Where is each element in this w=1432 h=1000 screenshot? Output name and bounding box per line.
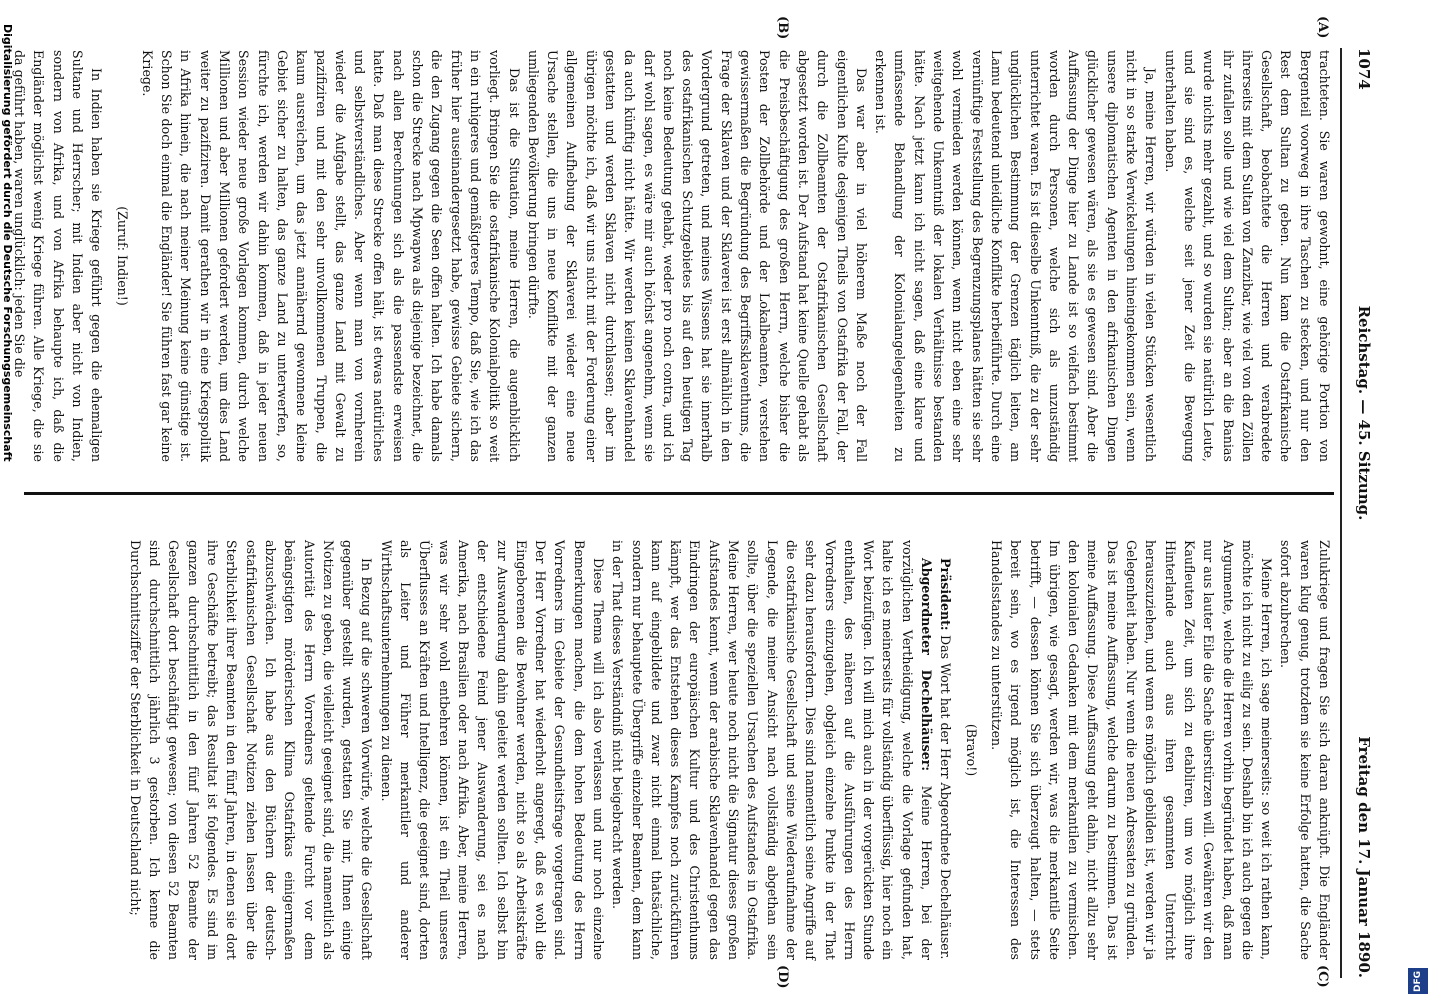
paragraph: Das ist die Situation, meine Herren, die augenblicklich vorliegt. Bringen Sie die ostafrikanische Kolonialpolitik so weit in ein ruhigeres und gemäßigteres Tempo, daß Sie, wie ich das früher hier auseinandergesetzt habe, gewisse Gebiete sichern, die den Zugang gegen die Seen offen halten. Ich habe damals schon die Strecke nach Mpwapwa als diejenige bezeichnet, die nach allen Berechnungen sich als die passendste erweisen hatte. Daß man diese Strecke offen hält, ist etwas natürliches und selbstverständliches. Aber wenn man von vornherein wieder die Aufgabe stellt, das ganze Land mit Gewalt zu pazifiziren und mit den sehr unvollkommenen Truppen, die kaum ausreichen, um das jetzt annähernd gewonnene kleine Gebiet sicher zu halten, das ganze Land zu unterwerfen, so, fürchte ich, werden wir dahin kommen, daß in jeder neuen Session wieder neue große Vorlagen kommen, durch welche Millionen und aber Millionen gefordert werden, um dies Land weiter zu pazifiziren. Damit gerathen wir in eine Kriegspolitik in Afrika hinein, die nach meiner Meinung keine günstige ist. Schon Sie doch einmal die Engländer! Sie führen fast gar keine Kriege. [139, 50, 522, 462]
margin-marker-c: (C) [1315, 965, 1330, 988]
right-column [34, 540, 1334, 960]
speech-paragraph [608, 540, 936, 960]
paragraph: Das war aber in viel höherem Maße noch der Fall eigentlichen Kulte desjenigen Theils von Ostafrika der Fall, der durch die Zollbeamten der Ostafrikanischen Gesellschaft abgesetzt worden ist. Der Aufstand hat keine Quelle gehabt als die Preisbeschäftigung des großen Herrn, welche bisher die Posten der Zollbehörde und der Lokalbeamten, verstehen gewissermaßen die Begründung des Begriffssklaventhums, die Frage der Sklaven und der Sklaverei ist erst allmählich in den Vordergrund getreten, und meines Wissens hat sie innerhalb des ostafrikanischen Schutzgebietes bis auf den heutigen Tag noch keine Bedeutung gehabt, weder pro noch contra, und ich darf wohl sagen, es wäre mir auch höchst angenehm, wenn sie da auch künftig nicht hätte. Wir werden keinen Sklavenhandel gestatten und werden Sklaven nicht durchlassen; aber im übrigen möchte ich, daß wir uns nicht mit der Forderung einer allgemeinen Aufhebung der Sklaverei wieder eine neue Ursache stellen, die uns in neue Konflikte mit der ganzen umliegenden Bevölkerung bringen dürfte. [525, 50, 869, 462]
page-number: 1074 [1355, 48, 1373, 90]
dfg-logo-icon [1408, 968, 1428, 994]
applause: (Bravo!) [963, 723, 979, 777]
paragraph: Ja, meine Herren, wir würden in vielen Stücken wesentlich nicht in so starke Verwickelungen hineingekommen sein, wenn unsere diplomatischen Agenten in den afrikanischen Dingen glücklicher gewesen wären, als sie es gewesen sind. Aber die Auffassung der Dinge hier zu Lande ist so vielfach bestimmt worden durch Personen, welche sich als unzuständig unterrichtet waren. Es ist dieselbe Unkenntniß, die zu der sehr unglücklichen Bestimmung der Grenzen täglich leiten, am Lamu bedeutend unleidliche Konflikte herbeiführte. Durch eine vernünftige Feststellung des Begrenzungsplanes hätten sie sehr wohl vermieden werden können, wenn nicht eben eine sehr weitgehende Unkenntniß der lokalen Verhältnisse bestanden hätte. Nach jetzt kann ich nicht sagen, daß eine klare und umfassende Behandlung der Kolonialangelegenheiten zu erkennen ist. [873, 50, 1159, 462]
paragraph: trachteten. Sie waren gewohnt, eine gehörige Portion von Bergenteil voorweg in ihre Taschen zu stecken, und nur den Rest dem Sultan zu geben. Nun kam die Ostafrikanische Gesellschaft, beobachtete die Herren und verabredete ihrerseits mit dem Sultan von Zanzibar, wie viel von den Zöllen ihr zufallen solle und wie viel dem Sultan; aber an die Banias wurde nichts mehr gezahlt, und so wurden sie natürlich Leute, und sie sind es, welche seit jener Zeit die Bewegung unterhalten haben. [1162, 50, 1332, 462]
paragraph: Diese Thema will ich also verlassen und nur noch einzelne Bemerkungen machen, die dem hohen Bedeutung des Herrn Vorredners im Gebiete der Gesundheitsfrage vorgetragen sind. Der Herr Vorredner hat wiederholt angeregt, daß es wohl die Eingeborenen die Bewohner werden, nicht so als Arbeitskräfte zur Auswanderung dahin geleitet werden sollten. Ich selbst bin der entschiedene Feind jener Auswanderung, sei es nach Amerika, nach Brasilien oder nach Afrika. Aber, meine Herren, was wir sehr wohl entbehren können, ist ein Theil unseres Überflusses an Kräften und Intelligenz, die geeignet sind, dorten als Leiter und Führer merkantiler und anderer Wirthschaftsunternehmungen zu dienen. [378, 540, 607, 960]
margin-marker-b: (B) [775, 16, 790, 40]
margin-marker-d: (D) [775, 965, 790, 989]
session-date: Freitag den 17. Januar 1890. [1355, 736, 1373, 978]
page-header [1346, 48, 1382, 978]
interjection: (Zuruf: Indien!) [114, 206, 130, 306]
paragraph: In Bezug auf die schweren Vorwürfe, welche die Gesellschaft gegenüber gestellt wurden, gestatten Sie mir, Ihnen einige Notizen zu geben, die vielleicht geeignet sind, die namentlich als Autorität des Herrn Vorredners geltende Furcht vor dem beängstigten mörderischen Klima Ostafrikas einigermaßen abzuschwächen. Ich habe aus den Büchern der deutsch-ostafrikanischen Gesellschaft Notizen ziehen lassen über die Sterblichkeit ihrer Beamten in den fünf Jahren, in denen sie dort ihre Geschäfte betreibt; das Resultat ist folgendes. Es sind im ganzen durchschnittlich in den fünf Jahren 52 Beamte der Gesellschaft dort beschäftigt gewesen; von diesen 52 Beamten sind durchschnittlich jährlich 3 gestorben. Ich kenne die Durchschnittsziffer der Sterblichkeit in Deutschland nicht; [127, 540, 375, 960]
header-rule [1340, 48, 1342, 978]
speech-text: Das Wort hat der Herr Abgeordnete Dechelhäuser. [938, 634, 954, 960]
column-divider [24, 492, 1334, 495]
paragraph: Meine Herren, ich sage meinerseits: so weit ich rathen kann, möchte ich nicht zu eilig zu sein. Deshalb bin ich auch gegen die Argumente, welche die Herren vorhin begründet haben, daß man nur aus lauter Eile die Sache überstürzen will. Gewähren wir den Kaufleuten Zeit, um sich zu etabliren, um wo möglich ihre Hinterlande auch aus ihren gesammten Unterricht herauszuziehen, und wenn es möglich gebilden ist, werden wir ja Gelegenheit haben. Nur wenn die neuen Adressaten zu gründen. Das ist meine Auffassung, welche darum zu bestimmen. Das ist meine Auffassung. Diese Auffassung geht dahin, nicht allzu sehr den kolonialen Gedanken mit dem merkantilen zu vermischen. Im übrigen, wie gesagt, werden wir, was die merkantile Seite betrifft, — dessen können Sie sich überzeugt halten, — stets bereit sein, wo es irgend möglich ist, die Interessen des Handelsstandes zu unterstützen. [988, 540, 1275, 960]
speech-text: Meine Herren, bei der vorzüglichen Vertheidigung, welche die Vorlage gefunden hat, halte ich es meinerseits für vollständig überflüssig, hier noch ein Wort beizufügen. Ich will mich auch in der vorgerückten Stunde enthalten, des näheren auf die Ausführungen des Herrn Vorredners einzugehen, obgleich einzelne Punkte in der That sehr dazu herausfordern. Dies sind namentlich seine Angriffe auf die ostafrikanische Gesellschaft und seine Wiederaufnahme der Legende, die meiner Ansicht nach vollständig abgethan sein sollte, über die speziellen Ursachen des Aufstandes in Ostafrika. Meine Herren, wer heute noch nicht die Signatur dieses großen Aufstandes kennt, wenn der arabische Sklavenhandel gegen das Eindringen der europäischen Kultur und des Christenthums kämpft, wer das Entstehen dieses Kampfes noch zurückführen kann auf eingebildete und zwar nicht einmal thatsächliche, sondern nur behauptete Übergriffe einzelner Beamten, dem kann in der That dieses Verständniß nicht beigebracht werden. [610, 540, 935, 960]
paragraph: Zulukriege und fragen Sie sich daran anknüpft. Die Engländer waren klug genug, trotzdem sie keine Erfolge hatten, die Sache sofort abzubrechen. [1278, 540, 1332, 960]
speaker-label: Präsident: [938, 558, 954, 635]
president-statement [936, 540, 955, 960]
digitization-footer [0, 0, 16, 1000]
digitization-note: Digitalisierung gefördert durch die Deutsche Forschungsgemeinschaft [1, 24, 15, 462]
dfg-logo-text: DFG [1413, 970, 1423, 992]
speaker-label: Abgeordneter Dechelhäuser: [919, 558, 935, 786]
session-title: Reichstag. — 45. Sitzung. [1355, 305, 1373, 521]
paragraph: In Indien haben sie Kriege geführt gegen die ehemaligen Sultane und Herrscher; mit Indien aber nicht von Indien, sondern von Afrika, und von Afrika behaupte ich, daß die Engländer möglichst wenig Kriege führen. Alle Kriege, die sie da geführt haben, waren unglücklich: jeden Sie die [12, 50, 105, 462]
margin-marker-a: (A) [1315, 16, 1330, 39]
left-column [12, 50, 1334, 462]
